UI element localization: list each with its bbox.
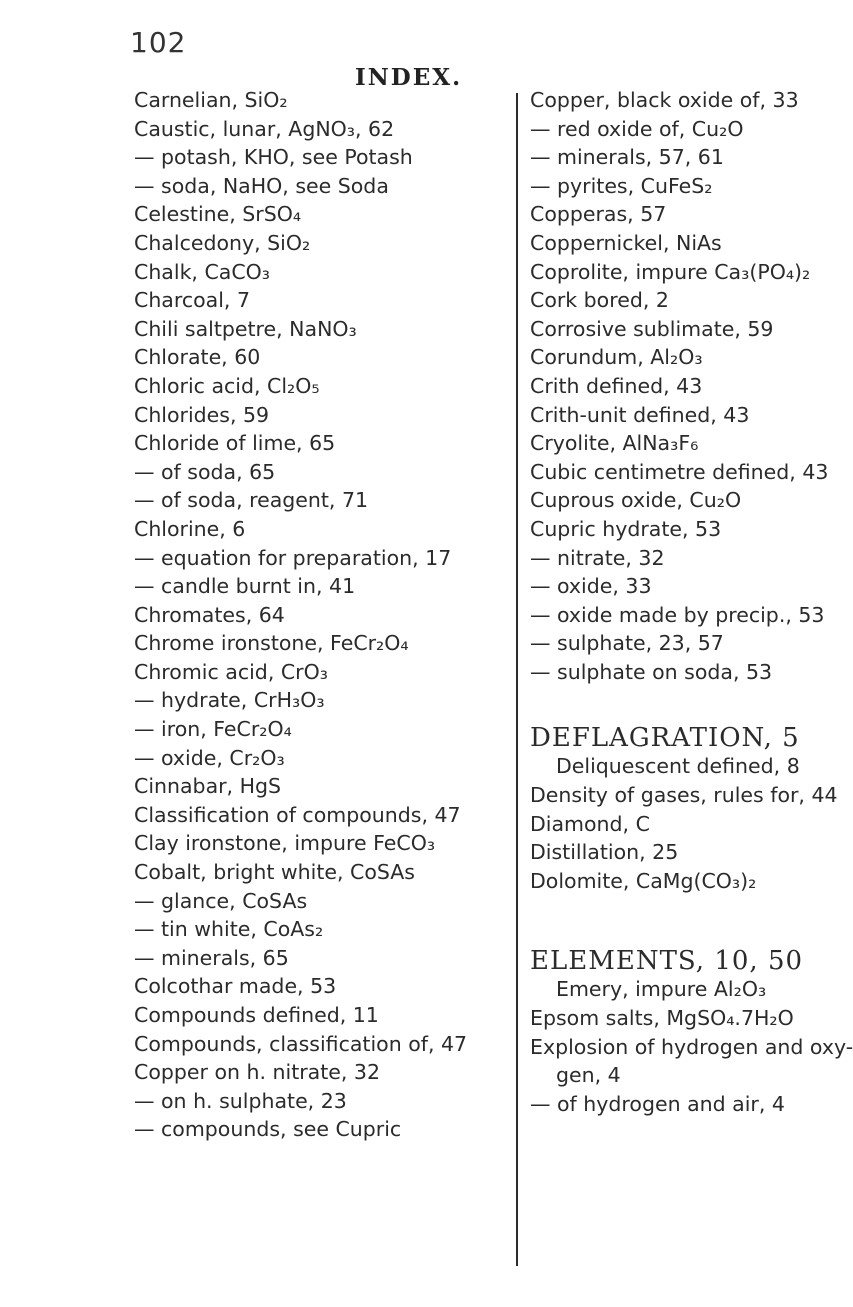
index-entry: Copper on h. nitrate, 32 [134,1060,380,1085]
index-entry: Dolomite, CaMg(CO₃)₂ [530,868,757,893]
index-entry: — soda, NaHO, see Soda [134,173,389,198]
index-entry: Coprolite, impure Ca₃(PO₄)₂ [530,259,811,284]
index-entry: Crith defined, 43 [530,373,703,398]
index-entry: Charcoal, 7 [134,288,250,313]
index-entry: Cupric hydrate, 53 [530,516,722,541]
index-entry: Cryolite, AlNa₃F₆ [530,431,699,456]
index-entry: Epsom salts, MgSO₄.7H₂O [530,1006,794,1031]
index-entry: Celestine, SrSO₄ [134,202,302,227]
index-entry: — minerals, 65 [134,945,289,970]
running-head: INDEX. [355,64,463,91]
index-left-column [134,86,514,1144]
index-entry: Carnelian, SiO₂ [134,88,288,112]
index-entry: — nitrate, 32 [530,545,665,570]
index-entry: Chalk, CaCO₃ [134,259,271,284]
section-heading-d: DEFLAGRATION, 5 [530,723,800,754]
index-entry: Corrosive sublimate, 59 [530,316,774,341]
index-entry: Classification of compounds, 47 [134,802,461,827]
index-entry: Cuprous oxide, Cu₂O [530,488,742,513]
index-entry: Compounds, classification of, 47 [134,1031,468,1056]
index-entry: — compounds, see Cupric [134,1117,402,1142]
index-entry: Emery, impure Al₂O₃ [556,977,767,1002]
index-entry: Chlorides, 59 [134,402,270,427]
section-heading-e: ELEMENTS, 10, 50 [530,946,804,977]
index-entry: — candle burnt in, 41 [134,574,356,599]
index-entry: Cork bored, 2 [530,288,669,313]
page-number: 102 [130,26,187,59]
index-entry: Distillation, 25 [530,840,679,865]
index-entry: Cubic centimetre defined, 43 [530,459,829,484]
index-entry: Clay ironstone, impure FeCO₃ [134,831,436,856]
index-entry: — of soda, reagent, 71 [134,488,369,513]
index-entry: Chrome ironstone, FeCr₂O₄ [134,631,409,656]
index-right-column [530,86,853,1118]
index-entry: Cobalt, bright white, CoSAs [134,860,415,885]
index-entry: — of hydrogen and air, 4 [530,1091,785,1116]
index-entry: Chlorine, 6 [134,516,246,541]
index-entry: Density of gases, rules for, 44 [530,783,838,808]
index-entry: Caustic, lunar, AgNO₃, 62 [134,116,395,141]
index-entry: — iron, FeCr₂O₄ [134,717,292,742]
index-entry: — hydrate, CrH₃O₃ [134,688,325,713]
index-entry: Coppernickel, NiAs [530,230,722,255]
index-entry: — tin white, CoAs₂ [134,917,324,942]
index-entry: — red oxide of, Cu₂O [530,116,744,141]
index-entry: Colcothar made, 53 [134,974,337,999]
index-entry: Chromic acid, CrO₃ [134,659,328,684]
column-rule [516,93,518,1266]
index-entry: Chlorate, 60 [134,345,261,370]
index-entry: — minerals, 57, 61 [530,145,724,170]
index-entry: — oxide made by precip., 53 [530,602,825,627]
index-entry: Crith-unit defined, 43 [530,402,750,427]
index-entry: Copperas, 57 [530,202,667,227]
index-entry: Chili saltpetre, NaNO₃ [134,316,357,341]
index-entry: Compounds defined, 11 [134,1003,379,1027]
index-entry: Diamond, C [530,811,650,836]
index-entry: — oxide, 33 [530,574,652,599]
index-entry: — sulphate, 23, 57 [530,631,724,656]
index-entry: — on h. sulphate, 23 [134,1088,347,1113]
index-entry: Chalcedony, SiO₂ [134,230,311,255]
index-entry: Copper, black oxide of, 33 [530,88,799,112]
index-entry: Corundum, Al₂O₃ [530,345,703,370]
index-entry: Deliquescent defined, 8 [556,754,800,779]
index-entry: Chromates, 64 [134,602,285,627]
index-entry: Chloride of lime, 65 [134,431,336,456]
index-entry: — oxide, Cr₂O₃ [134,745,285,770]
index-entry: — of soda, 65 [134,459,276,484]
index-entry-continuation: gen, 4 [556,1063,621,1088]
index-entry: — potash, KHO, see Potash [134,145,413,170]
index-entry: Chloric acid, Cl₂O₅ [134,373,320,398]
index-entry: — pyrites, CuFeS₂ [530,173,713,198]
index-entry: Cinnabar, HgS [134,774,282,799]
index-entry: Explosion of hydrogen and oxy- [530,1034,853,1059]
index-entry: — equation for preparation, 17 [134,545,452,570]
index-entry: — glance, CoSAs [134,888,308,913]
index-entry: — sulphate on soda, 53 [530,659,773,684]
